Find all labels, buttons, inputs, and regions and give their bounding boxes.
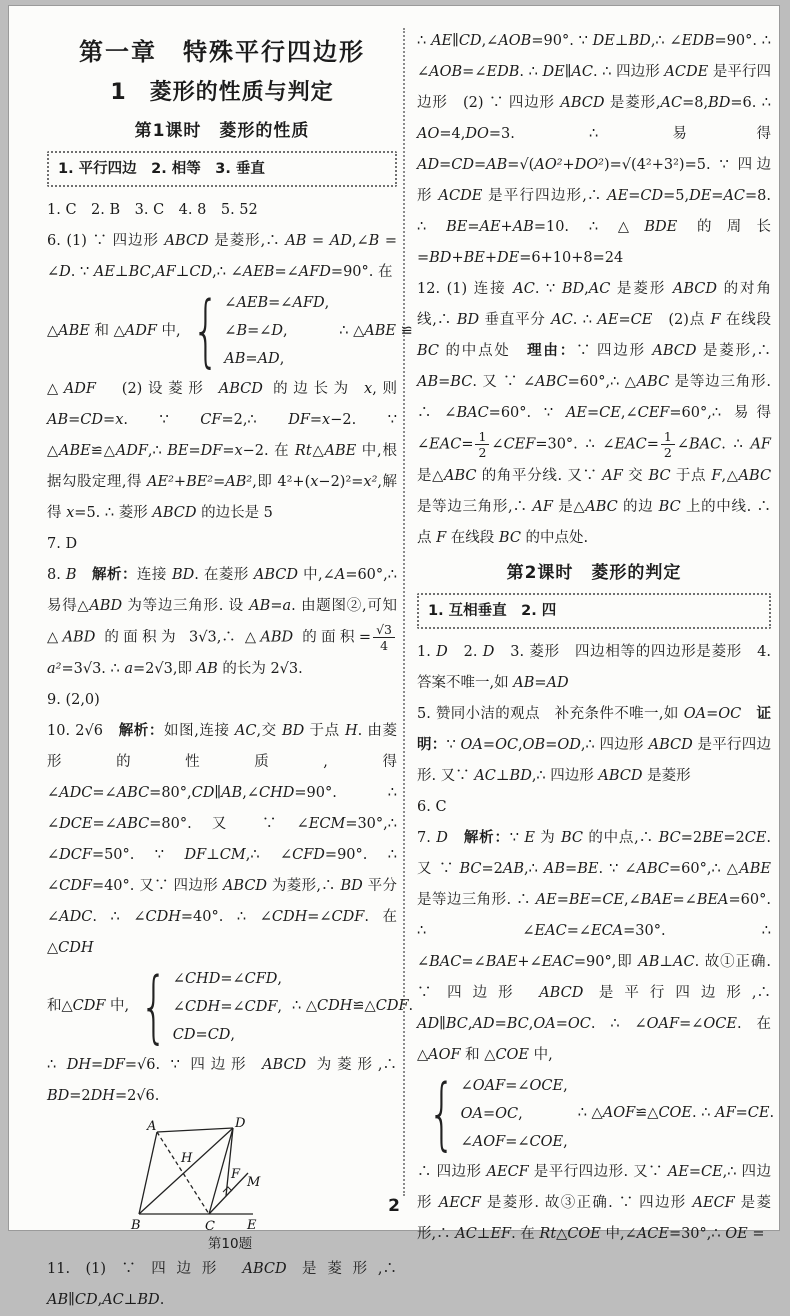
lesson-2-title: 第2课时 菱形的判定	[506, 562, 682, 583]
system-3-line: ∠OAF=∠OCE,	[460, 1077, 568, 1094]
right-column	[417, 26, 775, 1250]
system-3-line: OA=OC,	[460, 1105, 523, 1122]
figure-caption: 第10题	[207, 1235, 253, 1252]
answer-7: 7. D	[47, 536, 78, 552]
figure-label-m: M	[247, 1174, 261, 1190]
left-column	[47, 30, 414, 1316]
system-2-prefix: 和△CDF 中,	[47, 998, 130, 1014]
system-2-line: ∠CHD=∠CFD,	[172, 970, 283, 987]
system-2-line: ∠CDH=∠CDF,	[172, 998, 283, 1015]
system-1-line: ∠AEB=∠AFD,	[224, 295, 330, 311]
solution-7-end: ∴ 四边形 AECF 是平行四边形. 又∵ AE=CE,∴ 四边形 AECF 是菱形. 故③正确. ∵ 四边形 AECF 是菱形,∴ AC⊥EF. 在 Rt△COE 中,∠ACE=30°,∴ OE =	[417, 1163, 772, 1242]
left-brace-icon: {	[428, 1068, 456, 1159]
fraction-one-half: $\frac{1}{2}$	[661, 429, 675, 460]
scanned-page	[8, 5, 780, 1308]
answers-line-2: 1. D 2. D 3. 菱形 四边相等的四边形是菱形 4. 答案不唯一,如 AB=AD	[417, 643, 771, 691]
system-1-line: ∠B=∠D,	[224, 323, 288, 339]
figure-question-10	[105, 1116, 355, 1254]
page-number: 2	[388, 1196, 400, 1216]
figure-label-a: A	[147, 1118, 157, 1134]
equation-system-2	[47, 961, 414, 1052]
figure-label-h: H	[181, 1150, 193, 1166]
system-3-conclusion: ∴ △AOF≌△COE. ∴ AF=CE.	[577, 1105, 775, 1121]
figure-label-f: F	[231, 1166, 241, 1182]
system-1-prefix: △ABE 和 △ADF 中,	[47, 322, 181, 339]
left-brace-icon: {	[140, 961, 168, 1052]
solution-12: 12. (1) 连接 AC. ∵ BD,AC 是菱形 ABCD 的对角线,∴ BD 垂直平分 AC. ∴ AE=CE (2)点 F 在线段 BC 的中点处 理由：∵ 四边形 ABCD 是菱形,∴ AB=BC. 又 ∵ ∠ABC=60°,∴ △ABC 是等边三角形. ∴ ∠BAC=60°. ∵ AE=CE,∠CEF=60°,∴ 易得 ∠EAC= $\frac{1}{2}$ ∠CEF=30°. ∴ ∠EAC= $\frac{1}{2}$ ∠BAC. ∴ AF 是△ABC 的角平分线. 又∵ AF 交 BC 于点 F,△ABC 是等边三角形,∴ AF 是△ABC 的边 BC 上的中线. ∴ 点 F 在线段 BC 的中点处.	[417, 281, 772, 546]
solution-11-continued: ∴ AE∥CD,∠AOB=90°. ∵ DE⊥BD,∴ ∠EDB=90°. ∴ ∠AOB=∠EDB. ∴ DE∥AC. ∴ 四边形 ACDE 是平行四边形 (2) ∵ 四边形 ABCD 是菱形,AC=8,BD=6. ∴ AO=4,DO=3. ∴ 易得 AD=CD=AB=√(AO²+DO²)=√(4²+3²)=5. ∵ 四边形 ACDE 是平行四边形,∴ AE=CD=5,DE=AC=8. ∴ BE=AE+AB=10. ∴ △BDE 的周长=BD+BE+DE=6+10+8=24	[417, 33, 772, 266]
system-1-conclusion: ∴ △ABE ≌	[339, 322, 413, 339]
knowledge-box-2: 1. 互相垂直 2. 四	[417, 593, 771, 629]
figure-label-c: C	[205, 1218, 215, 1234]
solution-10: 10. 2√6 解析：如图,连接 AC,交 BD 于点 H. 由菱形的性质,得∠ADC=∠ABC=80°,CD∥AB,∠CHD=90°. ∴ ∠DCE=∠ABC=80°. 又 ∵ ∠ECM=30°,∴ ∠DCF=50°. ∵ DF⊥CM,∴ ∠CFD=90°. ∴ ∠CDF=40°. 又∵ 四边形 ABCD 为菱形,∴ BD 平分∠ADC. ∴ ∠CDH=40°. ∴ ∠CDH=∠CDF. 在△CDH	[47, 722, 398, 956]
solution-8: 8. B 解析：连接 BD. 在菱形 ABCD 中,∠A=60°,∴ 易得△ABD 为等边三角形. 设 AB=a. 由题图②,可知△ABD 的面积为 3√3,∴ △ABD 的面积= $\frac{√3}{4}$ a²=3√3. ∴ a=2√3,即 AB 的长为 2√3.	[47, 567, 398, 677]
system-3-line: ∠AOF=∠COE,	[460, 1133, 568, 1150]
lesson-1-title: 第1课时 菱形的性质	[134, 121, 310, 141]
solution-6-rest: △ADF (2)设菱形 ABCD 的边长为 x,则 AB=CD=x. ∵ CF=2,∴ DF=x−2. ∵ △ABE≌△ADF,∴ BE=DF=x−2. 在 Rt△ABE 中,根据勾股定理,得 AE²+BE²=AB²,即 4²+(x−2)²=x²,解得 x=5. ∴ 菱形 ABCD 的边长是 5	[47, 381, 398, 521]
solution-5: 5. 赞同小洁的观点 补充条件不唯一,如 OA=OC 证明：∵ OA=OC,OB=OD,∴ 四边形 ABCD 是平行四边形. 又∵ AC⊥BD,∴ 四边形 ABCD 是菱形	[417, 705, 771, 784]
solution-7: 7. D 解析：∵ E 为 BC 的中点,∴ BC=2BE=2CE. 又 ∵ BC=2AB,∴ AB=BE. ∵ ∠ABC=60°,∴ △ABE 是等边三角形. ∴ AE=BE=CE,∠BAE=∠BEA=60°. ∴ ∠EAC=∠ECA=30°. ∴ ∠BAC=∠BAE+∠EAC=90°,即 AB⊥AC. 故①正确. ∵ 四边形 ABCD 是平行四边形,∴ AD∥BC,AD=BC,OA=OC. ∴ ∠OAF=∠OCE. 在 △AOF 和 △COE 中,	[417, 829, 772, 1063]
knowledge-box-1: 1. 平行四边 2. 相等 3. 垂直	[47, 151, 397, 187]
fraction-sqrt3-over-4: $\frac{√3}{4}$	[373, 622, 395, 653]
equation-system-1	[47, 286, 413, 376]
solution-6-intro: 6. (1) ∵ 四边形 ABCD 是菱形,∴ AB = AD,∠B = ∠D. ∵ AE⊥BC,AF⊥CD,∴ ∠AEB=∠AFD=90°. 在	[47, 233, 398, 280]
answer-9: 9. (2,0)	[47, 691, 100, 708]
system-2-line: CD=CD,	[172, 1026, 236, 1043]
solution-11-start: 11. (1) ∵ 四边形 ABCD 是菱形,∴ AB∥CD,AC⊥BD.	[47, 1260, 397, 1308]
equation-system-3	[417, 1068, 775, 1159]
figure-label-b: B	[131, 1217, 141, 1233]
answers-line-1: 1. C 2. B 3. C 4. 8 5. 52	[47, 202, 258, 218]
figure-label-d: D	[235, 1115, 246, 1131]
system-1-line: AB=AD,	[224, 351, 285, 367]
answer-6: 6. C	[417, 798, 447, 815]
left-brace-icon: {	[191, 286, 220, 376]
fraction-one-half: $\frac{1}{2}$	[475, 429, 489, 460]
chapter-title: 第一章 特殊平行四边形	[79, 38, 365, 66]
system-2-conclusion: ∴ △CDH≌△CDF.	[292, 998, 414, 1014]
section-title: 1 菱形的性质与判定	[110, 80, 334, 105]
figure-label-e: E	[247, 1217, 257, 1233]
solution-10-end: ∴ DH=DF=√6. ∵ 四边形 ABCD 为菱形,∴ BD=2DH=2√6.	[47, 1056, 398, 1104]
